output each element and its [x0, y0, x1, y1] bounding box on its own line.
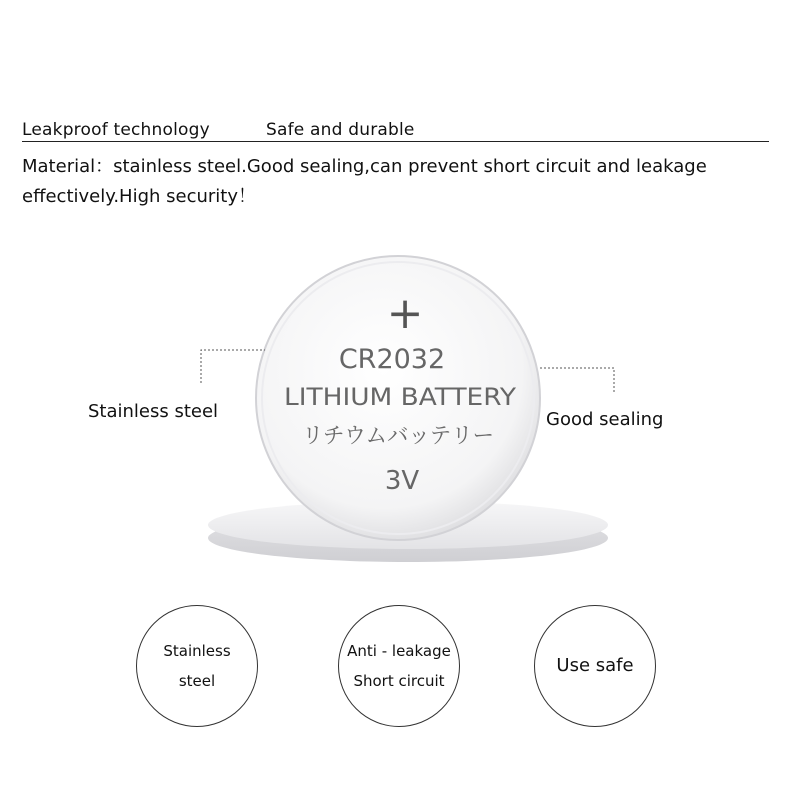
callout-stainless-steel: Stainless steel	[88, 401, 219, 422]
feature-anti-leakage	[338, 605, 460, 727]
battery-model: CR2032	[338, 344, 446, 375]
callout-good-sealing: Good sealing	[546, 409, 664, 430]
feature-line: steel	[178, 672, 216, 690]
feature-line: Anti - leakage	[347, 642, 451, 660]
header-right: Safe and durable	[266, 120, 415, 140]
header-left: Leakproof technology	[22, 120, 210, 140]
feature-line: Short circuit	[353, 672, 445, 690]
battery-voltage: 3V	[384, 466, 420, 496]
material-description: Material：stainless steel.Good sealing,can prevent short circuit and leakage effectively.High security！	[22, 156, 707, 207]
battery-type-jp: リチウムバッテリー	[302, 424, 494, 449]
feature-stainless-steel	[136, 605, 258, 727]
battery-type: LITHIUM BATTERY	[284, 383, 517, 411]
feature-use-safe	[534, 605, 656, 727]
battery-plus-symbol: +	[386, 288, 424, 339]
feature-line: Use safe	[556, 655, 634, 676]
feature-line: Stainless	[163, 642, 231, 660]
